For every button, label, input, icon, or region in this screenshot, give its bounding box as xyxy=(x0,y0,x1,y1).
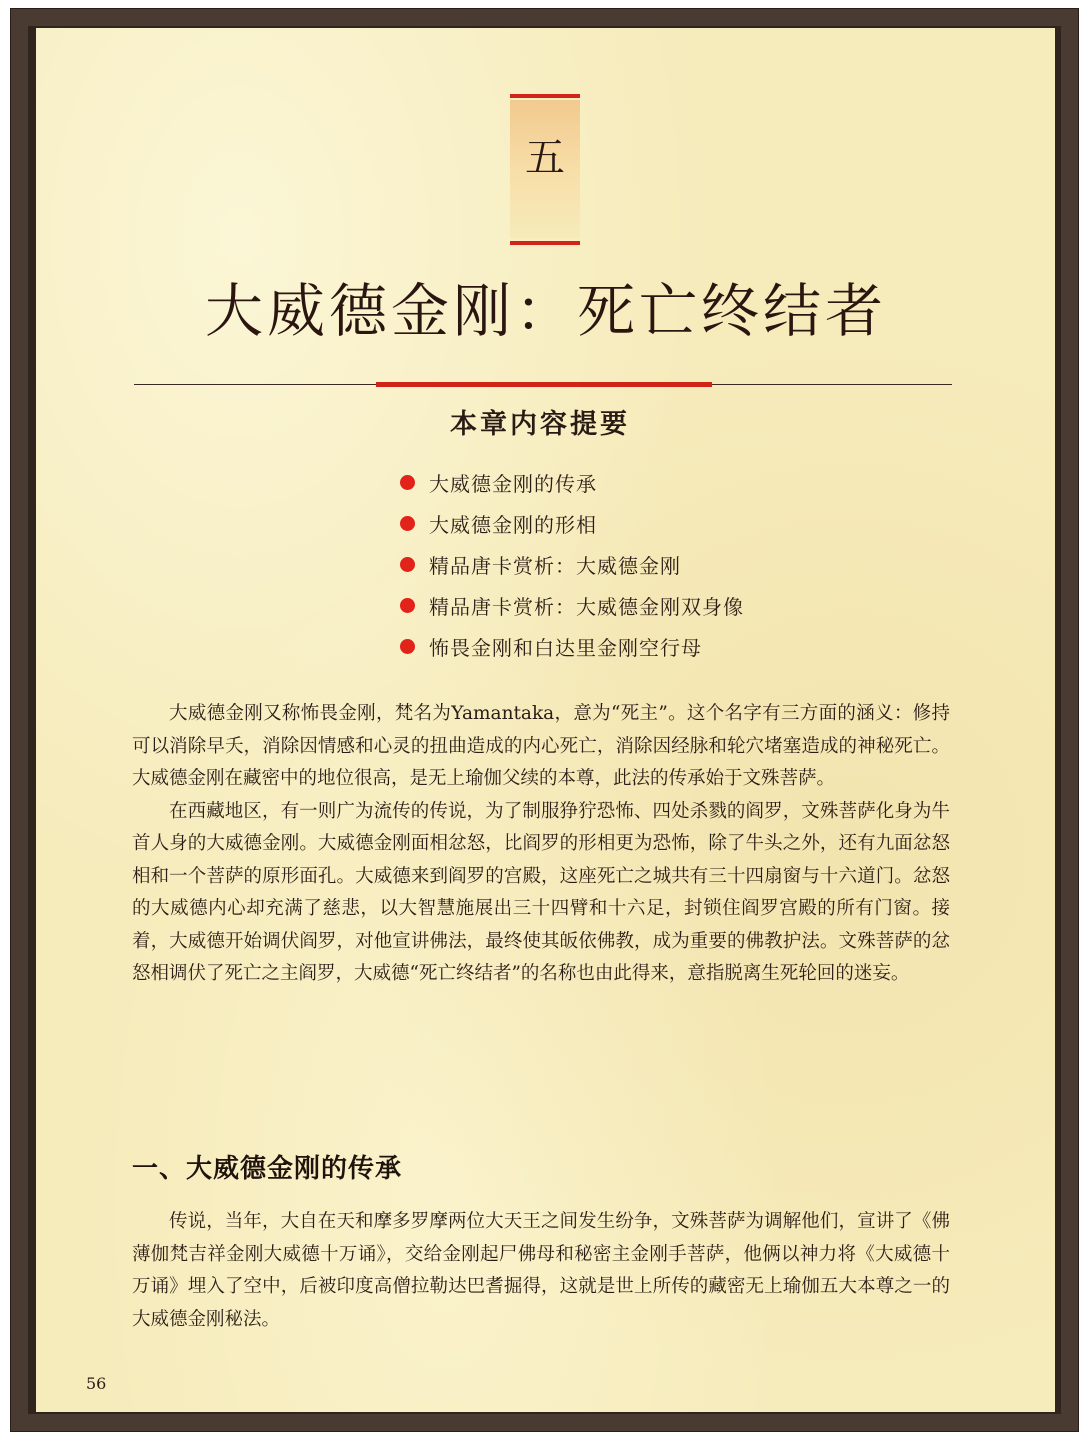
summary-item-label: 怖畏金刚和白达里金刚空行母 xyxy=(429,636,702,660)
bullet-dot-icon xyxy=(400,557,415,572)
summary-item-label: 大威德金刚的传承 xyxy=(429,472,597,496)
summary-heading: 本章内容提要 xyxy=(450,409,630,440)
section-paragraph: 传说，当年，大自在天和摩多罗摩两位大天王之间发生纷争，文殊菩萨为调解他们，宣讲了《佛薄伽梵吉祥金刚大威德十万诵》，交给金刚起尸佛母和秘密主金刚手菩萨，他俩以神力将《大威德十万诵》埋入了空中，后被印度高僧拉勒达巴耆掘得，这就是世上所传的藏密无上瑜伽五大本尊之一的大威德金刚秘法。 xyxy=(132,1211,950,1330)
bullet-dot-icon xyxy=(400,516,415,531)
summary-item-label: 大威德金刚的形相 xyxy=(429,513,597,537)
summary-item xyxy=(400,585,960,626)
book-page xyxy=(36,28,1055,1412)
bullet-dot-icon xyxy=(400,598,415,613)
summary-item-label: 精品唐卡赏析：大威德金刚双身像 xyxy=(429,595,744,619)
summary-list xyxy=(400,462,960,667)
summary-item-label: 精品唐卡赏析：大威德金刚 xyxy=(429,554,681,578)
chapter-top-rule xyxy=(510,94,580,98)
section-body xyxy=(132,1206,950,1336)
summary-item xyxy=(400,544,960,585)
chapter-bottom-rule xyxy=(510,241,580,245)
intro-paragraph: 大威德金刚又称怖畏金刚，梵名为Yamantaka，意为“死主”。这个名字有三方面的涵义：修持可以消除早夭，消除因情感和心灵的扭曲造成的内心死亡，消除因经脉和轮穴堵塞造成的神秘死亡。大威德金刚在藏密中的地位很高，是无上瑜伽父续的本尊，此法的传承始于文殊菩萨。 xyxy=(132,703,950,789)
summary-item xyxy=(400,626,960,667)
intro-paragraph: 在西藏地区，有一则广为流传的传说，为了制服狰狞恐怖、四处杀戮的阎罗，文殊菩萨化身为牛首人身的大威德金刚。大威德金刚面相忿怒，比阎罗的形相更为恐怖，除了牛头之外，还有九面忿怒相和一个菩萨的原形面孔。大威德来到阎罗的宫殿，这座死亡之城共有三十四扇窗与十六道门。忿怒的大威德内心却充满了慈悲，以大智慧施展出三十四臂和十六足，封锁住阎罗宫殿的所有门窗。接着，大威德开始调伏阎罗，对他宣讲佛法，最终使其皈依佛教，成为重要的佛教护法。文殊菩萨的忿怒相调伏了死亡之主阎罗，大威德“死亡终结者”的名称也由此得来，意指脱离生死轮回的迷妄。 xyxy=(132,800,950,984)
chapter-number: 五 xyxy=(525,135,565,181)
summary-item xyxy=(400,462,960,503)
title-divider-accent xyxy=(376,382,712,387)
chapter-title: 大威德金刚：死亡终结者 xyxy=(204,277,887,345)
section-heading: 一、大威德金刚的传承 xyxy=(132,1154,403,1184)
intro-body xyxy=(132,698,950,991)
page-number: 56 xyxy=(86,1374,107,1393)
bullet-dot-icon xyxy=(400,475,415,490)
summary-item xyxy=(400,503,960,544)
bullet-dot-icon xyxy=(400,639,415,654)
